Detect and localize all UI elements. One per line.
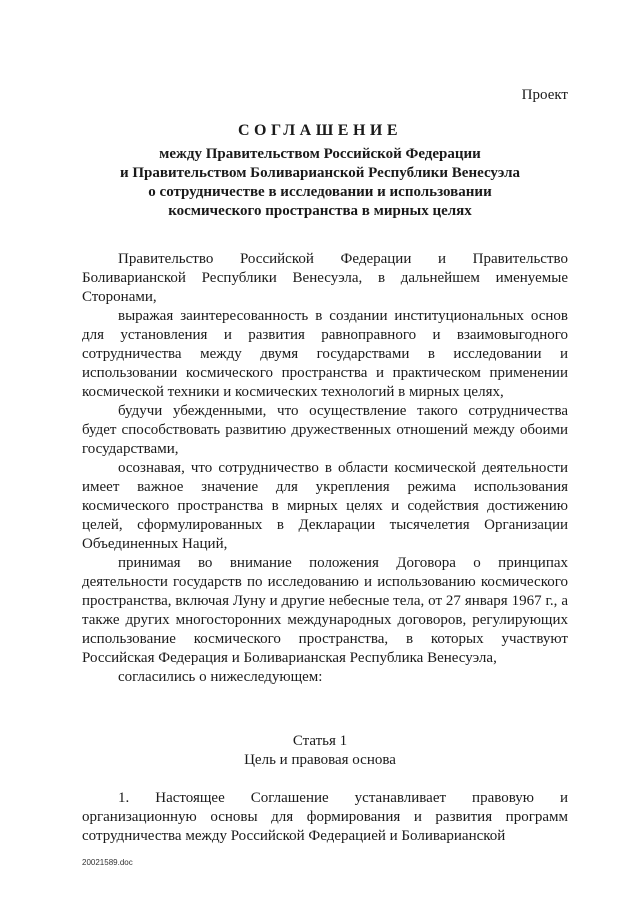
- preamble-paragraph: осознавая, что сотрудничество в области космической деятельности имеет важное значение для укрепления режима использования космического пространства в мирных целях и содействия достижению целей, сформулированных в Декларации тысячелетия Организации Объединенных Наций,: [82, 460, 568, 552]
- article-number: Статья 1: [292, 733, 348, 749]
- subtitle-line: между Правительством Российской Федерации: [159, 146, 481, 162]
- article-paragraph: 1. Настоящее Соглашение устанавливает правовую и организационную основы для формирования и развития программ сотрудничества между Российской Федерацией и Боливарианской: [82, 790, 568, 844]
- footer-filename: 20021589.doc: [82, 858, 133, 867]
- article-body: [82, 789, 568, 846]
- preamble: [82, 250, 568, 687]
- article-title: Цель и правовая основа: [244, 752, 396, 768]
- document-subtitle: [0, 145, 640, 221]
- preamble-paragraph: Правительство Российской Федерации и Правительство Боливарианской Республики Венесуэла, в дальнейшем именуемые Сторонами,: [82, 251, 568, 305]
- subtitle-line: и Правительством Боливарианской Республики Венесуэла: [119, 165, 521, 181]
- subtitle-line: о сотрудничестве в исследовании и использовании: [148, 184, 492, 200]
- preamble-paragraph: будучи убежденными, что осуществление такого сотрудничества будет способствовать развитию дружественных отношений между обоими государствами,: [82, 403, 568, 457]
- draft-label: Проект: [521, 87, 568, 103]
- preamble-paragraph: согласились о нижеследующем:: [118, 669, 323, 685]
- preamble-paragraph: принимая во внимание положения Договора о принципах деятельности государств по исследованию и использованию космического пространства, включая Луну и другие небесные тела, от 27 января 1967 г., а также других многосторонних международных договоров, регулирующих использование космического пространства, в которых участвуют Российская Федерация и Боливарианская Республика Венесуэла,: [82, 555, 568, 666]
- subtitle-line: космического пространства в мирных целях: [168, 203, 472, 219]
- document-title: СОГЛАШЕНИЕ: [237, 122, 403, 139]
- preamble-paragraph: выражая заинтересованность в создании институциональных основ для установления и развития равноправного и взаимовыгодного сотрудничества между двумя государствами в исследовании и использовании космического пространства и практическом применении космической техники и космических технологий в мирных целях,: [82, 308, 568, 400]
